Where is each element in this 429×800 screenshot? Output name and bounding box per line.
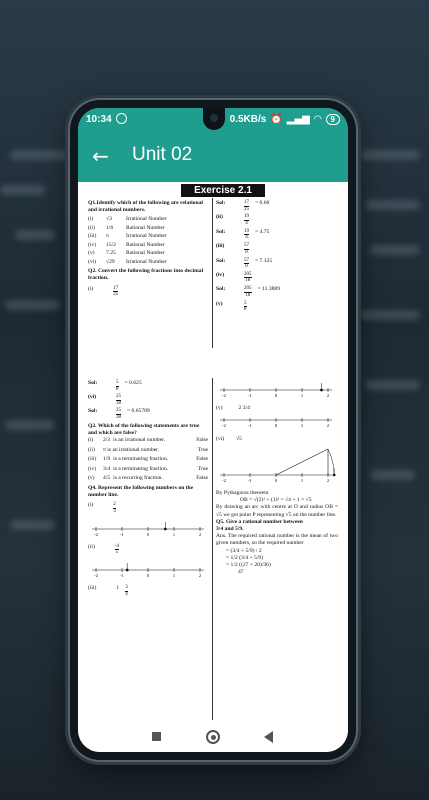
- decimal-item-label: Sol:: [216, 257, 226, 264]
- q1-item-label: (iii): [88, 233, 97, 240]
- number-line-tick-label: -1: [248, 477, 252, 483]
- statement-answer: False: [196, 436, 208, 443]
- statement-label: (iii): [88, 456, 97, 463]
- number-line-tick-label: 2: [198, 531, 202, 537]
- decimal-item-fraction: $\frac{25}{38}$: [116, 394, 121, 406]
- q2-item-fraction: $\frac{17}{25}$: [113, 285, 119, 298]
- number-line-tick-label: 2: [326, 423, 330, 429]
- bg-line: [365, 380, 420, 390]
- q1-list: [88, 216, 208, 266]
- phone-frame: [70, 100, 356, 760]
- decimal-item-label: (ii): [216, 214, 223, 221]
- number-line-tick-label: 0: [274, 477, 278, 483]
- statement-item: [88, 447, 208, 454]
- number-line-tick-label: 0: [146, 572, 150, 578]
- q4-item-fraction: $\frac{-4}{5}$: [114, 543, 120, 556]
- q4-item-whole: 1: [116, 585, 120, 592]
- statement-answer: False: [196, 456, 208, 463]
- decimal-item: [216, 258, 338, 270]
- decimal-item-result: = 11.3889: [257, 286, 281, 293]
- decimal-item: [216, 286, 338, 298]
- number-line-tick-label: -2: [222, 477, 226, 483]
- decimal-item-fraction: $\frac{25}{38}$: [116, 408, 121, 420]
- statement-text: π is an irrational number.: [103, 446, 160, 453]
- number-line-tick-label: 1: [300, 477, 304, 483]
- decimal-item-label: Sol:: [216, 200, 226, 206]
- system-nav-bar: [78, 722, 348, 752]
- column-divider: [212, 378, 213, 720]
- bg-line: [10, 520, 55, 530]
- bg-line: [5, 420, 55, 430]
- number-line-tick-label: 0: [146, 531, 150, 537]
- decimal-item: [216, 229, 338, 241]
- q1-item: [88, 233, 208, 240]
- signal-icon: ▂▄▆: [286, 114, 310, 125]
- number-line-v: [216, 412, 336, 432]
- statement-label: (v): [88, 475, 95, 482]
- q1-item-expr: √3: [106, 216, 112, 223]
- decimal-item: [216, 200, 338, 212]
- number-line-i: [88, 515, 208, 541]
- camera-notch: [203, 108, 225, 130]
- item-vi-label: (vi): [216, 435, 225, 442]
- q4-item-label: (iii): [88, 585, 97, 592]
- statement-item: [88, 437, 208, 444]
- number-line-tick-label: 1: [172, 572, 176, 578]
- item-vi: [216, 436, 338, 443]
- decimal-item-label: (v): [216, 300, 223, 307]
- statement-expr: 2/3: [103, 436, 111, 443]
- decimal-item-result: = 0.65789: [127, 408, 150, 415]
- q1-item-answer: Rational Number: [126, 224, 165, 231]
- q4-item-label: (ii): [88, 543, 95, 550]
- arc: [328, 449, 334, 475]
- status-time: 10:34: [86, 114, 112, 125]
- battery-icon: 9: [326, 114, 340, 125]
- bg-line: [10, 150, 70, 160]
- decimal-item-result: = 0.625: [124, 380, 142, 386]
- q1-item-answer: Rational Number: [126, 241, 165, 248]
- decimal-item-label: (vi): [88, 394, 97, 401]
- document-viewer[interactable]: [78, 182, 348, 722]
- decimal-item-fraction: $\frac{5}{8}$: [244, 300, 247, 313]
- bg-line: [360, 150, 420, 160]
- phone-screen: [78, 108, 348, 752]
- page2-left-column: [88, 380, 208, 597]
- decimal-item: [216, 301, 338, 313]
- bg-line: [365, 200, 420, 210]
- app-bar: [78, 132, 348, 182]
- page1-right-column: [216, 200, 338, 315]
- number-line-tick-label: 1: [172, 531, 176, 537]
- network-speed: 0.5KB/s: [229, 114, 267, 125]
- square-icon[interactable]: [152, 732, 161, 741]
- q4-item-label: (i): [88, 502, 94, 509]
- number-line-tick-label: -2: [222, 423, 226, 429]
- q4-item-fraction: $\frac{3}{4}$: [125, 585, 128, 597]
- page-title: Unit 02: [132, 144, 193, 165]
- circle-icon[interactable]: [206, 730, 220, 744]
- statement-answer: True: [197, 446, 208, 453]
- arc-text: By drawing an arc with centre at O and radius OB = √5 we get point P representing √5 on the number line.: [216, 504, 338, 518]
- q1-item: [88, 242, 208, 249]
- item-vi-expr: √5: [236, 435, 242, 442]
- statement-answer: False: [196, 475, 208, 482]
- alarm-icon: ⏰: [270, 114, 283, 125]
- bg-line: [360, 310, 420, 320]
- statement-expr: 1/9: [103, 456, 111, 463]
- step-3: = 1/2 ((27 + 20)/36): [226, 562, 271, 569]
- q4-item-fraction: $\frac{2}{3}$: [113, 502, 116, 514]
- q1-item: [88, 259, 208, 266]
- decimal-item-fraction: $\frac{57}{8}$: [244, 257, 249, 270]
- q4-heading: Q4. Represent the following numbers on the number line.: [88, 484, 194, 499]
- decimal-item: [88, 394, 208, 406]
- statement-text: is a terminating fraction.: [113, 465, 169, 472]
- decimal-item: [88, 408, 208, 420]
- statement-item: [88, 456, 208, 463]
- q1-item-label: (iv): [88, 241, 97, 248]
- answer-text: Ans. The required rational number is the mean of two given numbers, so the required number: [216, 533, 338, 547]
- decimal-item: [216, 214, 338, 226]
- decimal-item-result: = 4.75: [255, 228, 270, 235]
- q4-item-iii: [88, 585, 208, 597]
- bg-line: [0, 185, 45, 195]
- statement-text: is a recurring fraction.: [113, 475, 163, 482]
- page1-left-column: [88, 200, 208, 298]
- bg-line: [370, 245, 420, 255]
- number-line-tick-label: -2: [222, 393, 226, 398]
- q1-heading: Q1.Identify which of the following are relational and irrational numbers.: [88, 200, 203, 214]
- bg-line: [5, 300, 60, 310]
- whatsapp-icon: [116, 113, 127, 124]
- q1-item-label: (ii): [88, 224, 95, 231]
- statement-expr: 3/4: [103, 465, 111, 472]
- q1-item: [88, 250, 208, 257]
- q2-statements-heading: Q2. Which of the following statements are true and which are false?: [88, 422, 200, 436]
- number-line-ii: [88, 556, 208, 582]
- q4-item-ii: [88, 544, 208, 556]
- number-line-tick-label: -2: [94, 531, 98, 537]
- q1-item-expr: 1/6: [106, 224, 114, 231]
- number-line-tick-label: -2: [94, 572, 98, 578]
- statement-label: (i): [88, 436, 94, 443]
- number-line-tick-label: 0: [274, 423, 278, 429]
- number-line-tick-label: 2: [198, 572, 202, 578]
- triangle-back-icon[interactable]: [264, 731, 273, 743]
- q4-item-i: [88, 502, 208, 514]
- q1-item-expr: 15/2: [106, 241, 116, 248]
- statement-expr: 4/5: [103, 475, 111, 482]
- q1-item: [88, 216, 208, 223]
- statement-label: (iv): [88, 465, 97, 472]
- q2-item-label: (i): [88, 285, 94, 292]
- decimal-item: [216, 243, 338, 255]
- statement-item: [88, 466, 208, 473]
- decimal-item-result: = 7.125: [255, 257, 273, 264]
- step-2: = 1/2 (3/4 + 5/9): [226, 554, 264, 561]
- wifi-icon: ◠: [313, 114, 322, 125]
- pythagoras-text: By Pythagoras theorem: [216, 490, 269, 497]
- number-line-tick-label: -1: [120, 572, 124, 578]
- number-line-tick-label: -1: [248, 393, 252, 398]
- statement-label: (ii): [88, 446, 95, 453]
- number-line-tick-label: 0: [274, 393, 278, 398]
- number-line-tick-label: 2: [326, 477, 330, 483]
- number-line-tick-label: -1: [120, 531, 124, 537]
- q2-heading: Q2. Convert the following fractions into decimal fraction.: [88, 268, 204, 282]
- q5-heading: Q5. Give a rational number between: [216, 518, 303, 525]
- arrow-left-icon[interactable]: ←: [92, 144, 109, 168]
- decimal-item-label: Sol:: [216, 286, 226, 293]
- decimal-item-fraction: $\frac{19}{4}$: [244, 228, 249, 241]
- step-1: = (3/4 + 5/9) / 2: [226, 547, 262, 554]
- status-right: [230, 114, 340, 125]
- number-line-tick-label: 1: [300, 393, 304, 398]
- decimal-item-fraction: $\frac{5}{8}$: [116, 380, 119, 392]
- q1-item-label: (v): [88, 250, 95, 257]
- sqrt5-construction: [216, 443, 336, 487]
- step-4: 47: [238, 569, 244, 576]
- ob-equation: OB = √(2)² + (1)² = √4 + 1 = √5: [240, 497, 312, 504]
- q1-item-answer: Rational Number: [126, 250, 165, 257]
- q1-item-expr: √29: [106, 258, 115, 265]
- statement-text: is a terminating fraction.: [113, 456, 169, 463]
- q2-item: [88, 286, 208, 298]
- decimal-item: [216, 272, 338, 284]
- number-line-v-top: [216, 380, 336, 402]
- q1-item-answer: Irrational Number: [126, 216, 167, 223]
- column-divider: [212, 198, 213, 348]
- item-v: [216, 405, 338, 412]
- number-line-tick-label: -1: [248, 423, 252, 429]
- bg-line: [370, 470, 415, 480]
- bg-line: [15, 230, 55, 240]
- decimal-item-label: Sol:: [216, 228, 226, 235]
- decimal-item-label: Sol:: [88, 408, 98, 415]
- statements-list: [88, 437, 208, 483]
- statement-answer: True: [197, 465, 208, 472]
- q1-item-label: (i): [88, 216, 94, 223]
- decimal-item-label: (iv): [216, 271, 225, 278]
- statement-item: [88, 475, 208, 482]
- document-page-2: [86, 378, 340, 720]
- q1-item-answer: Irrational Number: [126, 233, 167, 240]
- statement-text: is an irrational number.: [113, 436, 166, 443]
- q1-item-answer: Irrational Number: [126, 258, 167, 265]
- decimal-item-fraction: $\frac{205}{18}$: [244, 271, 252, 284]
- decimal-item: [88, 380, 208, 392]
- exercise-title: Exercise 2.1: [181, 184, 265, 197]
- number-line-tick-label: 1: [300, 423, 304, 429]
- decimal-item-fraction: $\frac{19}{4}$: [244, 214, 249, 226]
- q1-item: [88, 225, 208, 232]
- decimal-item-fraction: $\frac{57}{8}$: [244, 243, 249, 255]
- q1-item-expr: π: [106, 233, 109, 240]
- decimal-item-fraction: $\frac{205}{18}$: [244, 286, 252, 298]
- item-v-expr: 2 3/4: [238, 405, 250, 412]
- hypotenuse-ob: [276, 449, 328, 475]
- decimal-item-fraction: $\frac{17}{25}$: [244, 200, 249, 212]
- number-line-tick-label: 2: [326, 393, 330, 398]
- decimal-item-result: = 0.68: [255, 200, 270, 206]
- page2-right-column: [216, 380, 338, 576]
- document-page-1: [86, 184, 340, 354]
- decimal-item-label: (iii): [216, 243, 225, 250]
- item-v-label: (v): [216, 405, 223, 412]
- decimal-solutions: [88, 380, 208, 421]
- q1-item-label: (vi): [88, 258, 97, 265]
- decimal-item-label: Sol:: [88, 380, 98, 386]
- q5-between: 3/4 and 5/9.: [216, 526, 244, 533]
- q1-item-expr: 7.25: [106, 250, 116, 257]
